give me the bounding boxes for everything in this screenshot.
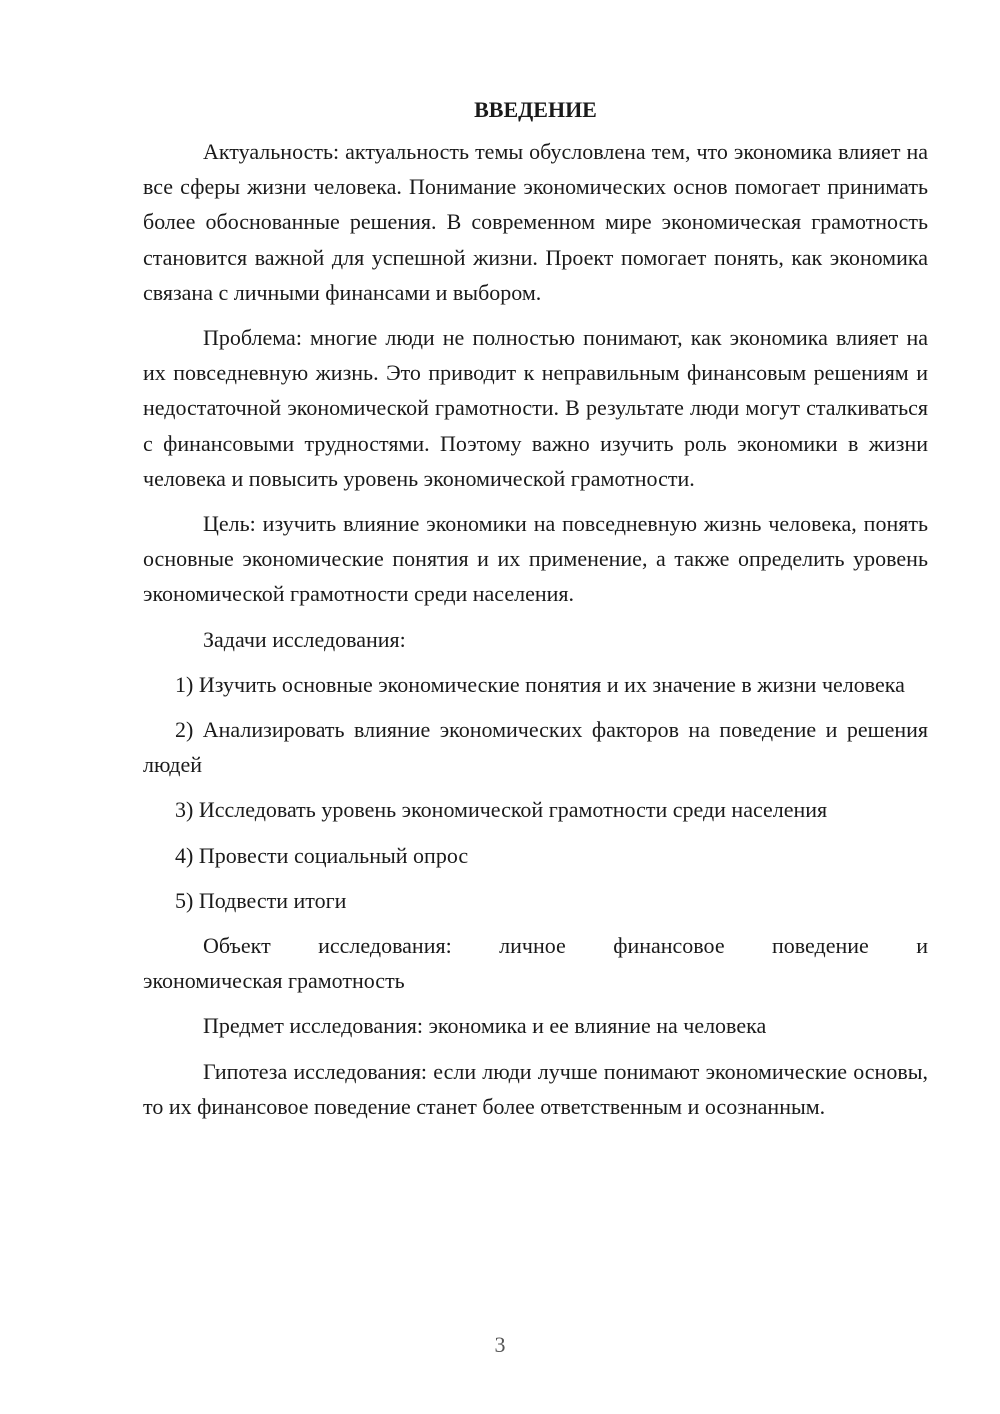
- hypothesis-paragraph: Гипотеза исследования: если люди лучше понимают экономические основы, то их финансовое поведение станет более ответственным и осознанным.: [143, 1058, 928, 1119]
- object-paragraph-line1: Объект исследования: личное финансовое поведение и: [203, 933, 928, 959]
- page-number: 3: [494, 1332, 506, 1357]
- tasks-heading: Задачи исследования:: [203, 626, 406, 652]
- subject-paragraph: Предмет исследования: экономика и ее влияние на человека: [203, 1013, 767, 1039]
- page-title: ВВЕДЕНИЕ: [474, 97, 597, 122]
- task-item-4: 4) Провести социальный опрос: [175, 842, 469, 868]
- relevance-paragraph: Актуальность: актуальность темы обусловлена тем, что экономика влияет на все сферы жизни человека. Понимание экономических основ помогает принимать более обоснованные решения. В современном мире экономическая грамотность становится важной для успешной жизни. Проект помогает понять, как экономика связана с личными финансами и выбором.: [143, 139, 928, 305]
- goal-paragraph: Цель: изучить влияние экономики на повседневную жизнь человека, понять основные экономические понятия и их применение, а также определить уровень экономической грамотности среди населения.: [143, 511, 928, 607]
- document-page: [143, 92, 928, 1134]
- task-item-3: 3) Исследовать уровень экономической грамотности среди населения: [175, 797, 828, 823]
- task-item-5: 5) Подвести итоги: [175, 887, 347, 913]
- problem-paragraph: Проблема: многие люди не полностью понимают, как экономика влияет на их повседневную жизнь. Это приводит к неправильным финансовым решениям и недостаточной экономической грамотности. В результате люди могут сталкиваться с финансовыми трудностями. Поэтому важно изучить роль экономики в жизни человека и повысить уровень экономической грамотности.: [143, 325, 928, 491]
- task-item-2: 2) Анализировать влияние экономических факторов на поведение и решения людей: [143, 717, 928, 778]
- object-paragraph-line2: экономическая грамотность: [143, 968, 405, 994]
- task-item-1: 1) Изучить основные экономические понятия и их значение в жизни человека: [175, 671, 905, 697]
